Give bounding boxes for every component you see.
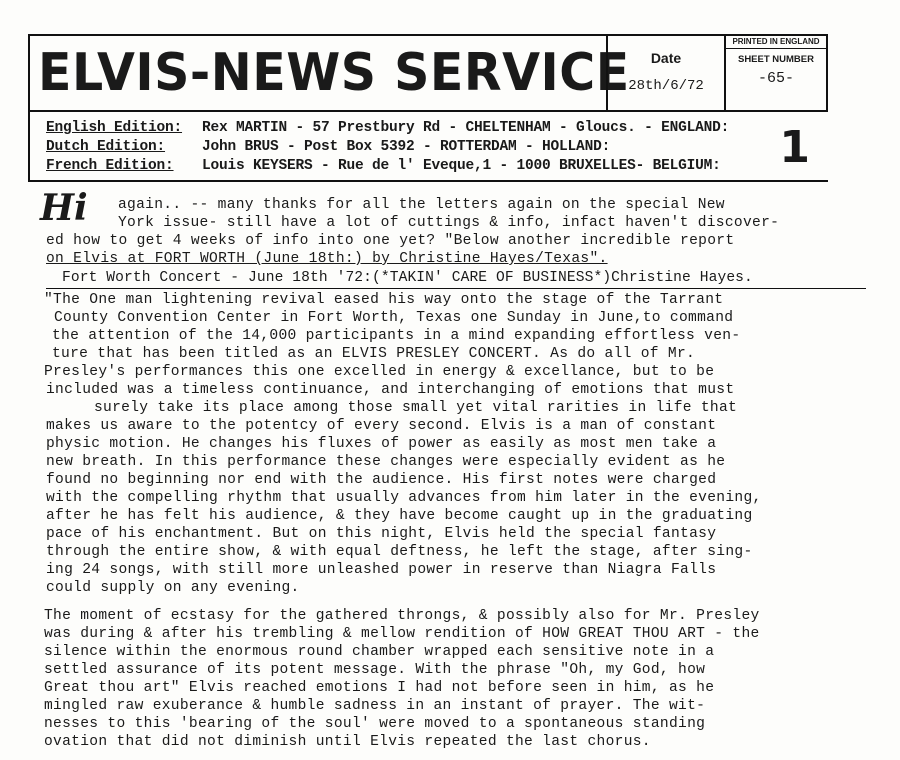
drop-cap: Hi [40, 187, 88, 229]
paragraph-line: makes us aware to the potentcy of every second. Elvis is a man of constant [46, 418, 717, 434]
paragraph-line: pace of his enchantment. But on this night, Elvis held the special fantasy [46, 526, 717, 542]
paragraph-line: mingled raw exuberance & humble sadness in an instant of prayer. The wit- [44, 698, 706, 714]
sheet-number-label: SHEET NUMBER [737, 54, 814, 65]
intro-line: on Elvis at FORT WORTH (June 18th:) by Christine Hayes/Texas". [46, 251, 608, 267]
edition-label: French Edition: [46, 158, 174, 174]
edition-row-french [46, 158, 721, 174]
paragraph-line: Great thou art" Elvis reached emotions I had not before seen in him, as he [44, 680, 715, 696]
paragraph-line: County Convention Center in Fort Worth, Texas one Sunday in June,to command [54, 310, 734, 326]
paragraph-line: the attention of the 14,000 participants in a mind expanding effortless ven- [52, 328, 741, 344]
paragraph-line: with the compelling rhythm that usually advances from him later in the evening, [46, 490, 762, 506]
edition-address: John BRUS - Post Box 5392 - ROTTERDAM - HOLLAND: [202, 139, 611, 155]
paragraph-line: Presley's performances this one excelled in energy & excellance, but to be [44, 364, 715, 380]
paragraph-line: could supply on any evening. [46, 580, 300, 596]
paragraph-line: ovation that did not diminish until Elvis repeated the last chorus. [44, 734, 651, 750]
paragraph-line: "The One man lightening revival eased his way onto the stage of the Tarrant [44, 292, 724, 308]
paragraph-line: settled assurance of its potent message. With the phrase "Oh, my God, how [44, 662, 706, 678]
date-label: Date [650, 50, 682, 66]
edition-row-english [46, 120, 729, 136]
edition-label: English Edition: [46, 120, 183, 136]
paragraph-line: The moment of ecstasy for the gathered throngs, & possibly also for Mr. Presley [44, 608, 760, 624]
edition-label: Dutch Edition: [46, 139, 166, 155]
paragraph-line: was during & after his trembling & mellow rendition of HOW GREAT THOU ART - the [44, 626, 760, 642]
article-heading: Fort Worth Concert - June 18th '72:(*TAKIN' CARE OF BUSINESS*)Christine Hayes. [62, 270, 753, 286]
edition-row-dutch [46, 139, 610, 155]
date-cell [606, 36, 724, 110]
edition-address: Rex MARTIN - 57 Prestbury Rd - CHELTENHAM - Gloucs. - ENGLAND: [202, 120, 730, 136]
printed-in-label: PRINTED IN ENGLAND [726, 36, 826, 49]
paragraph-line: surely take its place among those small yet vital rarities in life that [94, 400, 738, 416]
paragraph-line: found no beginning nor end with the audience. His first notes were charged [46, 472, 717, 488]
sheet-cell [724, 36, 826, 110]
edition-address: Louis KEYSERS - Rue de l' Eveque,1 - 1000 BRUXELLES- BELGIUM: [202, 158, 721, 174]
paragraph-line: after he has felt his audience, & they have become caught up in the graduating [46, 508, 753, 524]
paragraph-line: physic motion. He changes his fluxes of power as easily as most men take a [46, 436, 717, 452]
paragraph-line: included was a timeless continuance, and interchanging of emotions that must [46, 382, 735, 398]
editions-block [28, 112, 828, 182]
paragraph-line: through the entire show, & with equal deftness, he left the stage, after sing- [46, 544, 753, 560]
paragraph-line: nesses to this 'bearing of the soul' were moved to a spontaneous standing [44, 716, 706, 732]
intro-line: York issue- still have a lot of cuttings & info, infact haven't discover- [118, 215, 780, 231]
date-value: 28th/6/72 [628, 78, 704, 94]
intro-line: again.. -- many thanks for all the letters again on the special New [118, 197, 725, 213]
masthead-title: ELVIS-NEWS SERVICE [38, 42, 630, 103]
heading-rule [46, 288, 866, 289]
edition-number: 1 [779, 122, 810, 173]
paragraph-line: silence within the enormous round chamber wrapped each sensitive note in a [44, 644, 715, 660]
paragraph-line: new breath. In this performance these changes were especially evident as he [46, 454, 726, 470]
paragraph-line: ture that has been titled as an ELVIS PRESLEY CONCERT. As do all of Mr. [52, 346, 696, 362]
paragraph-line: ing 24 songs, with still more unleashed power in reserve than Niagra Falls [46, 562, 717, 578]
masthead [28, 34, 828, 112]
intro-line: ed how to get 4 weeks of info into one yet? "Below another incredible report [46, 233, 735, 249]
sheet-number-value: -65- [757, 70, 794, 87]
